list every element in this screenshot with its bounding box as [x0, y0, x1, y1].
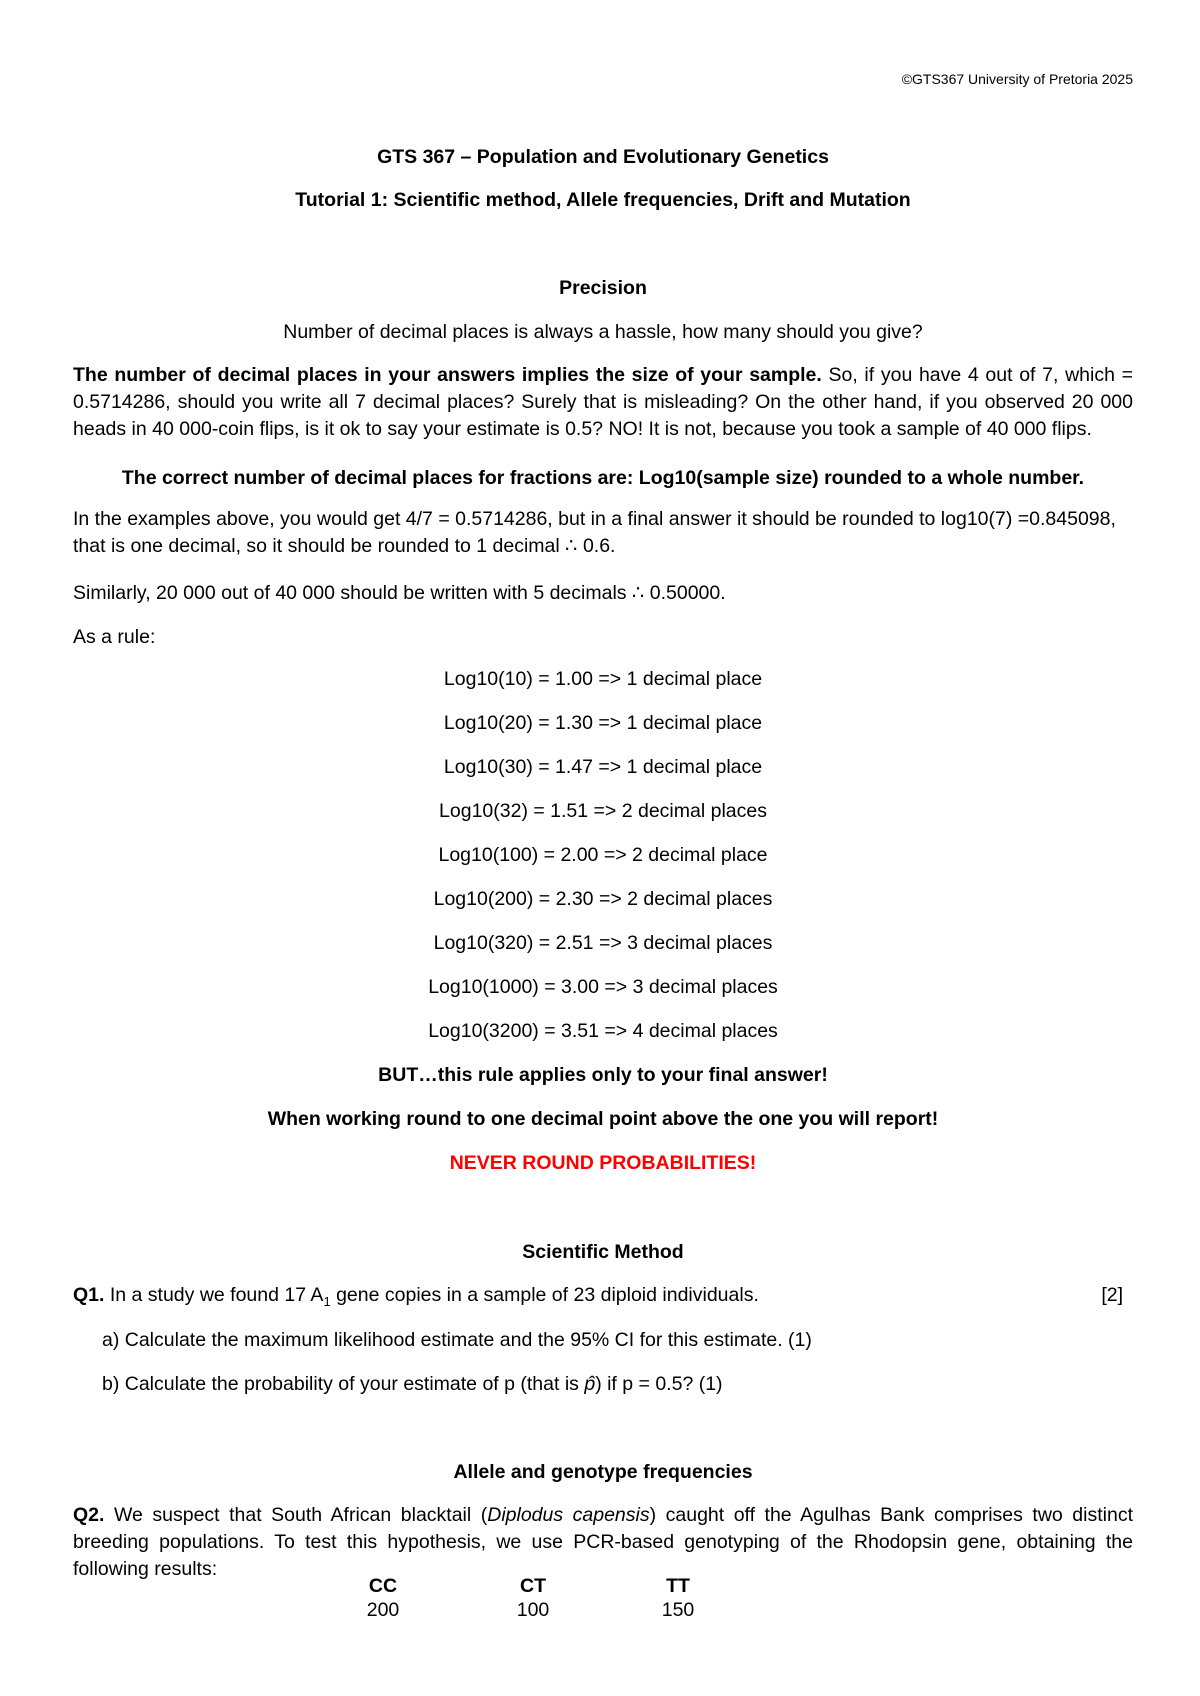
allele-heading: Allele and genotype frequencies [453, 1461, 753, 1483]
question-2-text: We suspect that South African blacktail ( [104, 1504, 488, 1526]
rule-line: Log10(10) = 1.00 => 1 decimal place [443, 668, 763, 690]
precision-intro: Number of decimal places is always a hassle, how many should you give? [283, 321, 923, 343]
question-1b-text-end: ) if p = 0.5? (1) [595, 1373, 723, 1395]
question-2-label: Q2. [73, 1504, 105, 1526]
question-1 [73, 1282, 1133, 1315]
copyright-notice: ©GTS367 University of Pretoria 2025 [901, 71, 1133, 87]
genotype-count: 100 [516, 1599, 550, 1621]
question-2 [73, 1502, 1133, 1583]
precision-heading: Precision [559, 277, 647, 299]
rule-line: Log10(100) = 2.00 => 2 decimal place [438, 844, 768, 866]
never-round-warning: NEVER ROUND PROBABILITIES! [449, 1152, 757, 1174]
rule-line: Log10(3200) = 3.51 => 4 decimal places [428, 1020, 778, 1042]
species-name: Diplodus capensis [487, 1504, 650, 1526]
scientific-method-heading: Scientific Method [522, 1241, 684, 1263]
p-hat-symbol: p̂ [584, 1373, 596, 1395]
rule-line: Log10(20) = 1.30 => 1 decimal place [443, 712, 763, 734]
genotype-header: TT [666, 1575, 690, 1597]
working-note: When working round to one decimal point above the one you will report! [267, 1108, 939, 1130]
rule-line: Log10(30) = 1.47 => 1 decimal place [443, 756, 763, 778]
rule-line: Log10(200) = 2.30 => 2 decimal places [433, 888, 773, 910]
question-1-marks: [2] [1101, 1284, 1123, 1306]
precision-paragraph-3: Similarly, 20 000 out of 40 000 should be written with 5 decimals ∴ 0.50000. [73, 582, 726, 604]
tutorial-title: Tutorial 1: Scientific method, Allele frequencies, Drift and Mutation [295, 189, 911, 211]
genotype-count: 200 [366, 1599, 400, 1621]
rule-line: Log10(1000) = 3.00 => 3 decimal places [428, 976, 778, 998]
rule-line: Log10(320) = 2.51 => 3 decimal places [433, 932, 773, 954]
as-a-rule-label: As a rule: [73, 626, 156, 648]
question-2-text-end: ) caught off the Agulhas Bank comprises two distinct breeding populations. To test this hypothesis, we use PCR-based genotyping of the Rhodopsin gene, obtaining the following results: [73, 1504, 1133, 1580]
genotype-header: CC [368, 1575, 398, 1597]
question-1-text: In a study we found 17 A [104, 1284, 324, 1306]
course-title: GTS 367 – Population and Evolutionary Genetics [377, 146, 829, 168]
precision-paragraph-2: In the examples above, you would get 4/7 = 0.5714286, but in a final answer it should be rounded to log10(7) =0.845098, that is one decimal, so it should be rounded to 1 decimal ∴ 0.6. [73, 508, 1116, 557]
precision-paragraph-1 [73, 362, 1133, 443]
rule-line: Log10(32) = 1.51 => 2 decimal places [439, 800, 767, 822]
precision-paragraph-1-text: So, if you have 4 out of 7, which = 0.5714286, should you write all 7 decimal places? Surely that is misleading? On the other hand, if you observed 20 000 heads in 40 000-coin flips, is it ok to say your estimate is 0.5? NO! It is not, because you took a sample of 40 000 flips. [73, 364, 1133, 440]
genotype-count: 150 [661, 1599, 695, 1621]
question-1b-text: b) Calculate the probability of your estimate of p (that is [102, 1373, 585, 1395]
genotype-header: CT [520, 1575, 546, 1597]
question-1-subscript: 1 [323, 1293, 331, 1309]
question-1b [102, 1373, 723, 1396]
but-note: BUT…this rule applies only to your final answer! [378, 1064, 828, 1086]
question-1-label: Q1. [73, 1284, 105, 1306]
question-1a: a) Calculate the maximum likelihood estimate and the 95% CI for this estimate. (1) [102, 1329, 812, 1351]
rule-statement: The correct number of decimal places for fractions are: Log10(sample size) rounded to a whole number. [121, 467, 1085, 489]
question-1-text-end: gene copies in a sample of 23 diploid individuals. [330, 1284, 759, 1306]
precision-paragraph-1-bold: The number of decimal places in your answers implies the size of your sample. [73, 364, 822, 386]
